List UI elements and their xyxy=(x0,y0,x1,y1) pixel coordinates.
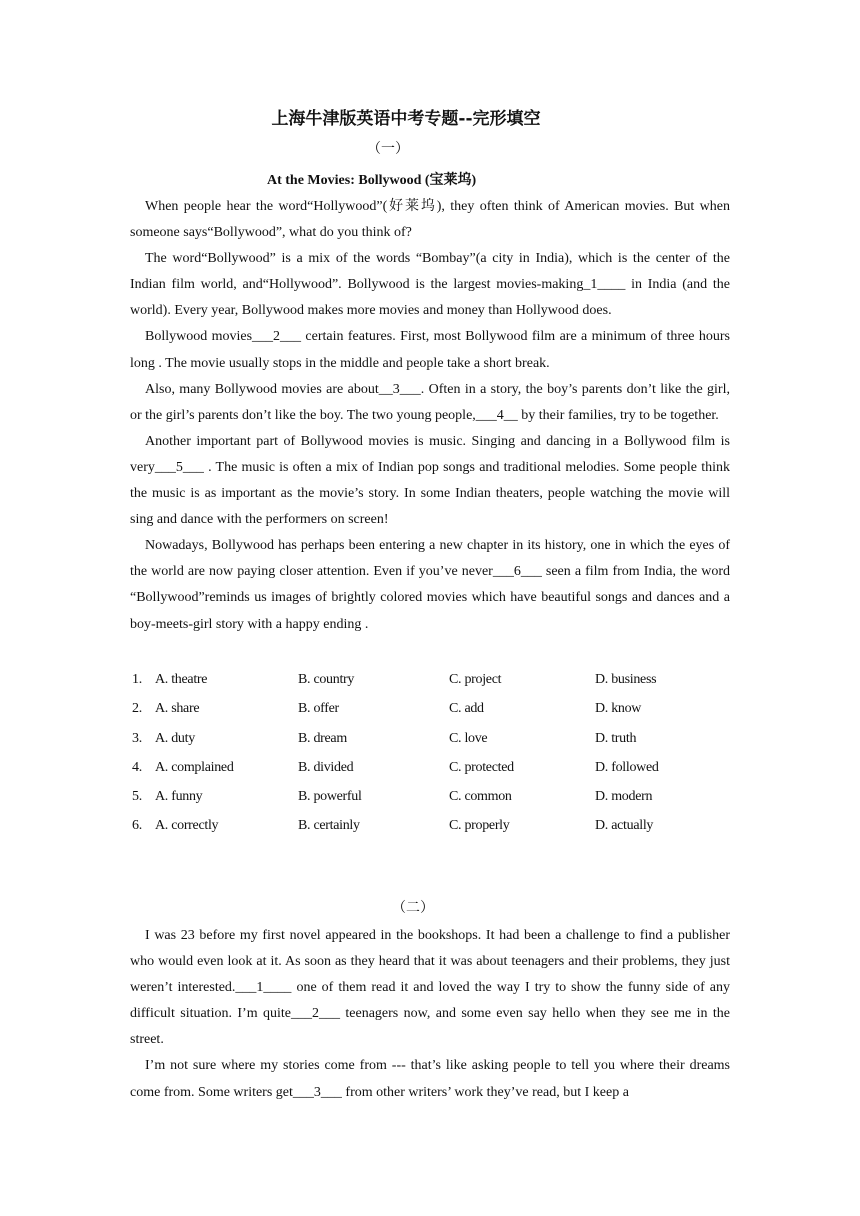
option-row xyxy=(130,697,730,726)
option-a: A. share xyxy=(155,701,200,717)
option-c: C. project xyxy=(449,672,502,687)
option-d: D. followed xyxy=(595,759,659,775)
option-c: C. protected xyxy=(449,759,514,775)
option-a: A. correctly xyxy=(155,818,219,834)
option-d: D. modern xyxy=(595,789,653,805)
option-row xyxy=(130,756,730,785)
question-number: 1. xyxy=(132,672,142,687)
option-a: A. duty xyxy=(155,730,195,746)
option-b: B. certainly xyxy=(298,818,360,834)
option-row xyxy=(130,668,730,697)
option-d: D. know xyxy=(595,701,642,717)
option-row xyxy=(130,727,730,756)
option-a: A. funny xyxy=(155,789,203,805)
paragraph: Another important part of Bollywood movies is music. Singing and dancing in a Bollywood film is very___5___ . The music is often a mix of Indian pop songs and traditional melodies. Some people think the music is as important as the movie’s story. In some Indian theaters, people watching the movie will sing and dance with the performers on screen! xyxy=(130,433,730,528)
option-d: D. business xyxy=(595,672,657,687)
paragraph: I was 23 before my first novel appeared in the bookshops. It had been a challenge to find a publisher who would even look at it. As soon as they heard that it was about teenagers and their problems, they just weren’t interested.___1____ one of them read it and loved the way I try to show the funny side of any difficult situation. I’m quite___2___ teenagers now, and some even say hello when they see me in the street. xyxy=(130,928,730,1048)
paragraph: Nowadays, Bollywood has perhaps been entering a new chapter in its history, one in which the eyes of the world are now paying closer attention. Even if you’ve never___6___ seen a film from India, the word “Bollywood”reminds us images of brightly colored movies which have beautiful songs and dances and a boy-meets-girl story with a happy ending . xyxy=(130,538,730,632)
option-d: D. actually xyxy=(595,818,654,834)
option-d: D. truth xyxy=(595,730,637,746)
section-2-label: （二） xyxy=(392,900,434,916)
option-b: B. powerful xyxy=(298,789,362,805)
paragraph: Bollywood movies___2___ certain features. First, most Bollywood film are a minimum of three hours long . The movie usually stops in the middle and people take a short break. xyxy=(130,329,730,371)
option-a: A. theatre xyxy=(155,672,208,687)
article-title: At the Movies: Bollywood (宝莱坞) xyxy=(267,173,477,188)
passage-2 xyxy=(130,923,730,1106)
paragraph: Also, many Bollywood movies are about__3___. Often in a story, the boy’s parents don’t like the girl, or the girl’s parents don’t like the boy. The two young people,___4__ by their families, try to be together. xyxy=(130,381,730,423)
option-c: C. love xyxy=(449,730,488,746)
question-number: 5. xyxy=(132,789,142,805)
option-c: C. common xyxy=(449,789,512,805)
section-1-label: （一） xyxy=(367,141,409,157)
question-number: 3. xyxy=(132,730,142,746)
paragraph: The word“Bollywood” is a mix of the words “Bombay”(a city in India), which is the center of the Indian film world, and“Hollywood”. Bollywood is the largest movies-making_1____ in India (and the world). Every year, Bollywood makes more movies and money than Hollywood does. xyxy=(130,251,730,319)
question-number: 2. xyxy=(132,701,142,717)
document-title: 上海牛津版英语中考专题--完形填空 xyxy=(271,109,541,129)
option-b: B. country xyxy=(298,672,355,687)
paragraph: When people hear the word“Hollywood”(好莱坞), they often think of American movies. But when someone says“Bollywood”, what do you think of? xyxy=(130,199,730,241)
option-b: B. offer xyxy=(298,701,339,717)
question-number: 4. xyxy=(132,759,142,775)
option-a: A. complained xyxy=(155,759,234,775)
option-row xyxy=(130,785,730,814)
option-c: C. properly xyxy=(449,818,510,834)
paragraph: I’m not sure where my stories come from --- that’s like asking people to tell you where their dreams come from. Some writers get___3___ from other writers’ work they’ve read, but I keep a xyxy=(130,1058,730,1100)
option-b: B. dream xyxy=(298,730,347,746)
passage-1 xyxy=(130,194,730,638)
option-row xyxy=(130,814,730,843)
option-b: B. divided xyxy=(298,759,354,775)
option-c: C. add xyxy=(449,701,484,717)
question-number: 6. xyxy=(132,818,142,834)
answer-options xyxy=(130,668,730,844)
